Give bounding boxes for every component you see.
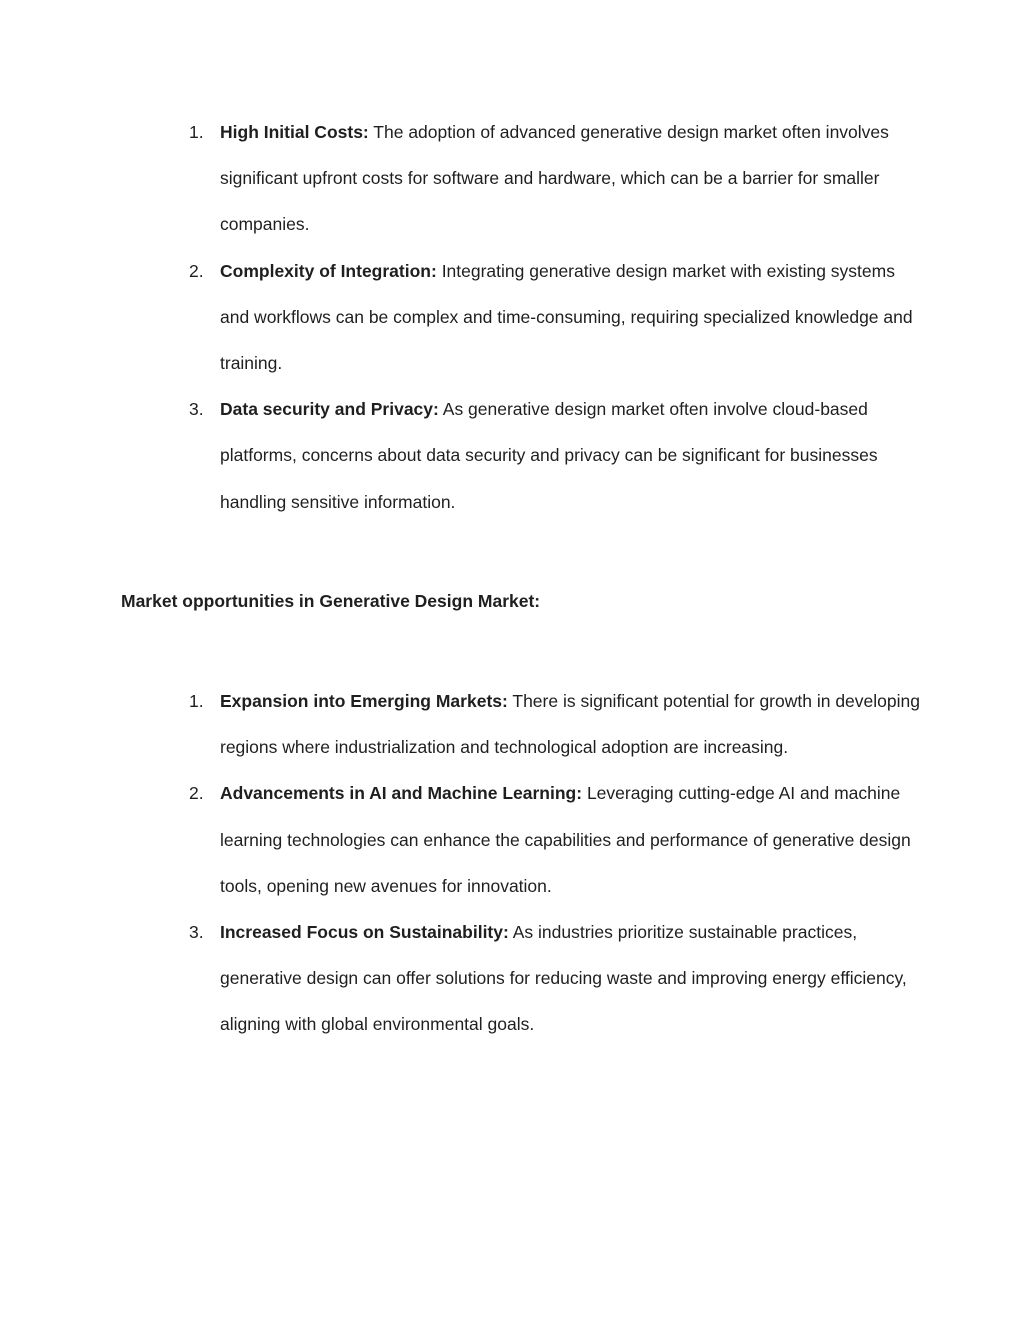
list-item-number: 3. xyxy=(189,399,204,420)
list-item xyxy=(0,909,920,1048)
list-item-title: Complexity of Integration: xyxy=(220,260,437,281)
opportunities-list xyxy=(0,678,1024,1048)
list-item-number: 2. xyxy=(189,783,204,804)
list-item-text: Integrating generative design market with existing systems and workflows can be complex and time-consuming, requiring specialized knowledge and training. xyxy=(220,260,913,374)
list-item xyxy=(0,248,920,387)
section-heading: Market opportunities in Generative Design Market: xyxy=(121,591,541,611)
list-item-number: 2. xyxy=(189,260,204,281)
list-item-text: As generative design market often involve cloud-based platforms, concerns about data security and privacy can be significant for businesses handling sensitive information. xyxy=(220,399,878,512)
list-item-number: 1. xyxy=(189,691,204,711)
list-item-title: Data security and Privacy: xyxy=(220,399,439,420)
list-item-title: Advancements in AI and Machine Learning: xyxy=(220,783,583,804)
list-item-text: There is significant potential for growth in developing regions where industrialization and technological adoption are increasing. xyxy=(220,691,920,758)
list-item-text: As industries prioritize sustainable practices, generative design can offer solutions for reducing waste and improving energy efficiency, aligning with global environmental goals. xyxy=(220,922,907,1035)
list-item xyxy=(0,386,920,525)
list-item xyxy=(0,678,920,770)
list-item xyxy=(0,770,920,909)
list-item-title: Increased Focus on Sustainability: xyxy=(220,922,509,943)
list-item-number: 3. xyxy=(189,922,204,943)
challenges-list xyxy=(0,109,1024,525)
list-item-number: 1. xyxy=(189,122,204,142)
list-item-title: High Initial Costs: xyxy=(220,122,369,142)
list-item xyxy=(0,109,920,248)
list-item-text: Leveraging cutting-edge AI and machine learning technologies can enhance the capabilities and performance of generative design tools, opening new avenues for innovation. xyxy=(220,783,911,896)
list-item-text: The adoption of advanced generative design market often involves significant upfront costs for software and hardware, which can be a barrier for smaller companies. xyxy=(220,122,889,235)
list-item-title: Expansion into Emerging Markets: xyxy=(220,691,508,711)
